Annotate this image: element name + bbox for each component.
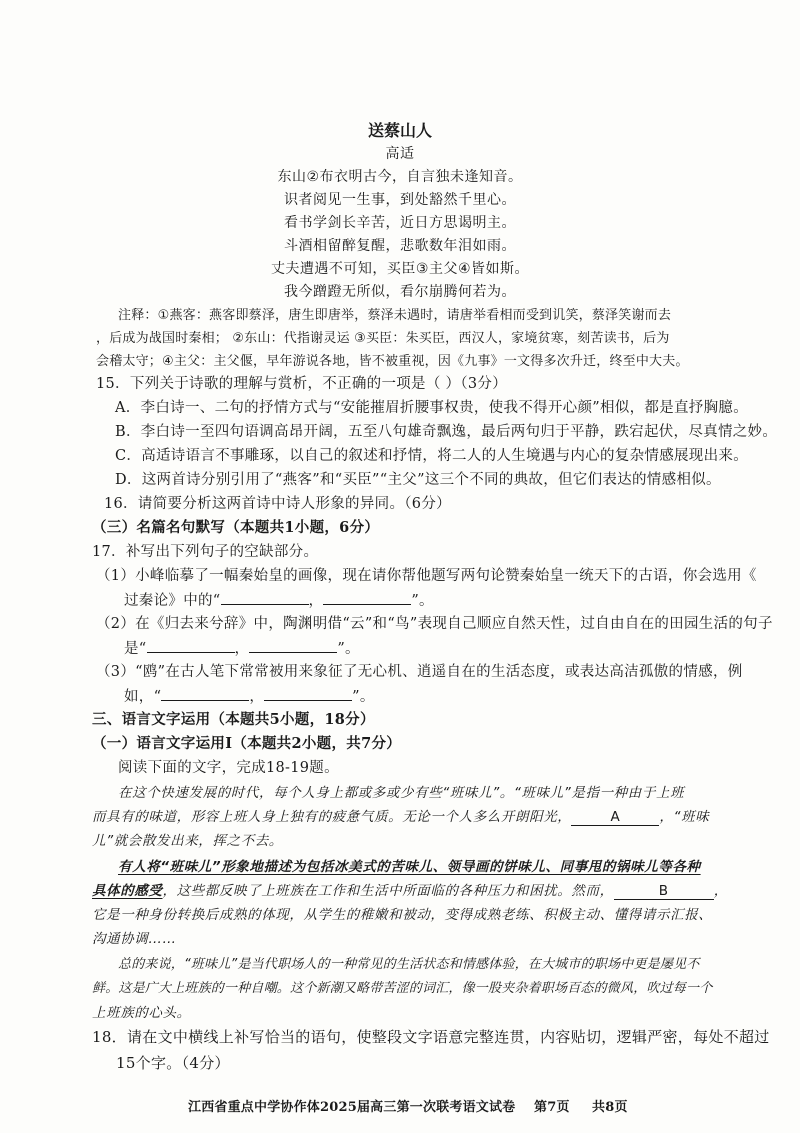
question-17-sep: ，	[249, 689, 265, 705]
question-17-suffix: ”。	[337, 641, 360, 657]
question-15-stem: 15．下列关于诗歌的理解与赏析，不正确的一项是（ ）（3分）	[96, 376, 508, 392]
question-17-part-3-blanks	[124, 684, 375, 706]
part-3-heading: 三、语言文字运用（本题共5小题，18分）	[92, 711, 375, 728]
poem-note: 注释：①燕客：燕客即蔡泽，唐生即唐举，蔡泽未遇时，请唐举看相而受到讥笑，蔡泽笑谢而去	[118, 308, 672, 323]
question-15-option-a: A．李白诗一、二句的抒情方式与“安能摧眉折腰事权贵，使我不得开心颜”相似，都是直抒胸臆。	[115, 400, 748, 416]
answer-blank[interactable]	[323, 588, 411, 605]
poem-note: 会稽太守；④主父：主父偃，早年游说各地，皆不被重视，因《九事》一文得多次升迁，终至中大夫。	[96, 354, 689, 369]
poem-title: 送蔡山人	[367, 121, 432, 140]
question-16: 16．请简要分析这两首诗中诗人形象的异同。（6分）	[104, 496, 451, 512]
question-17-part-2: （2）在《归去来兮辞》中，陶渊明借“云”和“鸟”表现自己顺应自然天性，过自由自在的田园生活的句子	[96, 616, 773, 632]
question-18-cont: 15个字。（4分）	[116, 1054, 230, 1072]
passage-text: ，这些都反映了上班族在工作和生活中所面临的各种压力和困扰。然而，	[162, 883, 614, 899]
question-17-part-3: （3）“鸥”在古人笔下常常被用来象征了无心机、逍遥自在的生活态度，或表达高洁孤傲的情感，例	[96, 664, 743, 680]
passage-line	[92, 805, 709, 826]
passage-line: 鲜。这是广大上班族的一种自嘲。这个新潮又略带苦涩的词汇，像一股夹杂着职场百态的微风，吹过每一个	[92, 981, 713, 996]
blank-b[interactable]: B	[614, 883, 714, 900]
passage-underlined-text: 具体的感受	[92, 883, 163, 899]
question-17-stem: 17．补写出下列句子的空缺部分。	[92, 544, 319, 560]
passage-text: 而具有的味道，形容上班人身上独有的疲惫气质。无论一个人多么开朗阳光，	[92, 809, 572, 825]
footer-total-pages: 共8页	[592, 1100, 628, 1115]
footer-page-number: 第7页	[534, 1100, 570, 1115]
question-15-option-b: B．李白诗一至四句语调高昂开阔，五至八句雄奇飘逸，最后两句归于平静，跌宕起伏，尽真情之妙。	[115, 424, 778, 440]
answer-blank[interactable]	[147, 636, 235, 653]
question-17-part-2-blanks	[124, 636, 360, 658]
blank-a[interactable]: A	[571, 809, 659, 826]
passage-text: ，“班味	[659, 809, 710, 825]
passage-line: 沟通协调……	[92, 931, 177, 947]
question-17-suffix: ”。	[411, 593, 434, 609]
question-18: 18．请在文中横线上补写恰当的语句，使整段文字语意完整连贯，内容贴切，逻辑严密，每处不超过	[92, 1028, 770, 1046]
poem-line: 东山②布衣明古今，自言独未逢知音。	[277, 169, 523, 185]
question-17-sep: ，	[308, 593, 324, 609]
passage-line: 上班族的心头。	[92, 1005, 191, 1021]
question-17-prefix: 如，“	[124, 689, 162, 705]
section-3-heading: （三）名篇名句默写（本题共1小题，6分）	[92, 519, 380, 536]
poem-line: 看书学剑长辛苦，近日方思谒明主。	[284, 215, 516, 231]
passage-underlined-line: 有人将“班味儿”形象地描述为包括冰美式的苦味儿、领导画的饼味儿、同事甩的锅味儿等各种	[118, 859, 701, 875]
subsection-1-heading: （一）语言文字运用Ⅰ（本题共2小题，共7分）	[92, 735, 402, 752]
poem-author: 高适	[385, 146, 415, 162]
question-17-prefix: 是“	[124, 641, 147, 657]
poem-line: 识者阅见一生事，到处豁然千里心。	[284, 192, 516, 208]
poem-line: 丈夫遭遇不可知，买臣③主父④皆如斯。	[270, 261, 530, 277]
passage-line: 总的来说，“班味儿”是当代职场人的一种常见的生活状态和情感体验，在大城市的职场中更是屡见不	[118, 957, 700, 972]
passage-line: 儿”就会散发出来，挥之不去。	[92, 833, 283, 849]
poem-note: ，后成为战国时秦相； ②东山：代指谢灵运 ③买臣：朱买臣，西汉人，家境贫寒，刻苦读书，后为	[96, 331, 670, 346]
question-17-prefix: 过秦论》中的“	[124, 593, 221, 609]
question-17-part-1: （1）小峰临摹了一幅秦始皇的画像，现在请你帮他题写两句论赞秦始皇一统天下的古语，你会选用《	[96, 568, 757, 584]
question-17-part-1-blanks	[124, 588, 434, 610]
answer-blank[interactable]	[264, 684, 352, 701]
question-15-option-c: C．高适诗语言不事雕琢，以自己的叙述和抒情，将二人的人生境遇与内心的复杂情感展现出来。	[115, 448, 748, 464]
footer-exam-title: 江西省重点中学协作体2025届高三第一次联考语文试卷	[188, 1100, 516, 1115]
poem-line: 我今蹭蹬无所似，看尔崩腾何若为。	[284, 284, 516, 300]
passage-line: 它是一种身份转换后成熟的体现，从学生的稚嫩和被动，变得成熟老练、积极主动、懂得请示汇报、	[92, 907, 713, 923]
question-17-suffix: ”。	[352, 689, 375, 705]
answer-blank[interactable]	[249, 636, 337, 653]
reading-instruction: 阅读下面的文字，完成18-19题。	[118, 760, 339, 776]
passage-line: 在这个快速发展的时代，每个人身上都或多或少有些“班味儿”。“班味儿”是指一种由于上班	[118, 785, 685, 801]
passage-text: ，	[713, 883, 728, 899]
answer-blank[interactable]	[161, 684, 249, 701]
answer-blank[interactable]	[221, 588, 309, 605]
question-17-sep: ，	[234, 641, 250, 657]
passage-line	[92, 879, 728, 900]
poem-line: 斗酒相留醉复醒，悲歌数年泪如雨。	[284, 238, 516, 254]
question-15-option-d: D．这两首诗分别引用了“燕客”和“买臣”“主父”这三个不同的典故，但它们表达的情感相似。	[115, 472, 721, 488]
